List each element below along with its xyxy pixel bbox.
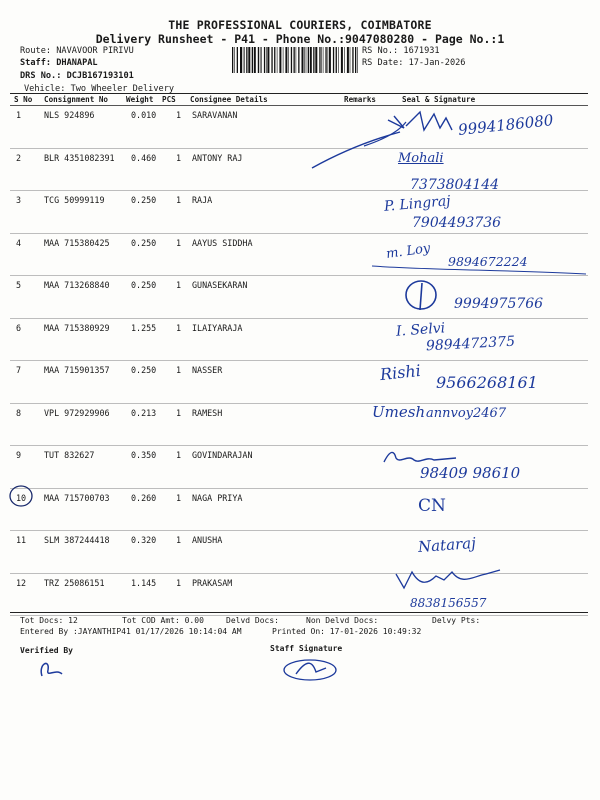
row-pcs: 1 [176,237,182,248]
row-weight: 0.350 [131,450,157,460]
row-consignment-no: MAA 715380425 [44,237,110,248]
row-consignee: GUNASEKARAN [192,280,248,290]
row-weight: 0.250 [131,237,157,248]
row-consignment-no: MAA 713268840 [44,280,110,290]
col-consignment: Consignment No [44,95,109,104]
row-sno: 5 [16,280,22,290]
row3-phone-handwriting: 7904493736 [412,215,502,231]
row-consignment-no: BLR 4351082391 [44,152,115,163]
table-row [0,149,600,192]
staff-signature-mark [282,656,342,684]
row-pcs: 1 [176,535,182,545]
row-weight: 1.255 [131,322,157,333]
row-consignment-no: MAA 715380929 [44,322,110,333]
row-consignment-no: MAA 715901357 [44,365,110,375]
row-sno: 2 [16,152,22,163]
table-row [0,531,600,574]
row-weight: 1.145 [131,577,157,588]
row-pcs: 1 [176,577,182,588]
row10-name-handwriting: CN [418,496,446,516]
verified-by-signature [36,656,66,680]
row-consignee: ANUSHA [192,535,223,545]
row-consignment-no: VPL 972929906 [44,407,110,418]
row6-name-handwriting: I. Selvi [395,320,446,340]
row-consignee: NAGA PRIYA [192,492,243,503]
row8-name-handwriting: Umesh [372,403,426,421]
barcode [232,47,358,73]
row-sno: 12 [16,577,27,588]
col-pcs: PCS [162,95,176,104]
col-consignee: Consignee Details [190,95,268,104]
row10-circle-mark [8,484,34,510]
col-sno: S No [14,95,33,104]
row2-phone-handwriting: 7373804144 [410,177,500,193]
row4-underline [370,262,590,278]
row7-name-handwriting: Rishi [379,360,422,385]
row-weight: 0.250 [131,195,157,205]
row8-scribble-handwriting: annvoy2467 [426,406,507,421]
delivered-docs: Delvd Docs: [226,616,279,625]
row-sno: 10 [16,492,27,503]
row-weight: 0.460 [131,152,157,163]
entered-by: Entered By :JAYANTHIP41 01/17/2026 10:14:04 AM [20,627,242,636]
printed-on: Printed On: 17-01-2026 10:49:32 [272,627,422,636]
row4-name-handwriting: m. Loy [385,240,432,263]
header-divider [10,93,588,94]
row-sno: 4 [16,237,22,248]
row-consignee: PRAKASAM [192,577,233,588]
row-consignee: RAJA [192,195,213,205]
row1-phone-handwriting: 9994186080 [457,111,555,139]
row-consignment-no: MAA 715700703 [44,492,110,503]
row-weight: 0.250 [131,365,157,375]
row-sno: 7 [16,365,22,375]
row-weight: 0.250 [131,280,157,290]
verified-by-label: Verified By [20,646,73,655]
row-pcs: 1 [176,280,182,290]
row-pcs: 1 [176,110,182,120]
table-row [0,404,600,447]
row-weight: 0.010 [131,110,157,120]
runsheet-subtitle: Delivery Runsheet - P41 - Phone No.:9047080280 - Page No.:1 [95,32,505,46]
row2-name-handwriting: Mohali [398,151,444,166]
row-sno: 1 [16,110,22,120]
row-sno: 11 [16,535,27,545]
row-consignee: AAYUS SIDDHA [192,237,253,248]
footer-divider [10,612,588,613]
row3-name-handwriting: P. Lingraj [383,193,452,215]
row-consignee: GOVINDARAJAN [192,450,253,460]
row-pcs: 1 [176,407,182,418]
row6-phone-handwriting: 9894472375 [425,333,516,355]
table-row [0,191,600,234]
delivery-points: Delvy Pts: [432,616,481,625]
row-consignee: RAMESH [192,407,223,418]
row-pcs: 1 [176,492,182,503]
row-consignment-no: NLS 924896 [44,110,95,120]
row-consignment-no: TCG 50999119 [44,195,105,205]
route-label: Route: NAVAVOOR PIRIVU [20,46,134,56]
row-weight: 0.260 [131,492,157,503]
row-sno: 6 [16,322,22,333]
row-sno: 9 [16,450,22,460]
row11-name-handwriting: Nataraj [417,534,477,556]
table-row [0,489,600,532]
total-cod-amount: Tot COD Amt: 0.00 [122,616,204,625]
row-sno: 8 [16,407,22,418]
vehicle-label: Vehicle: Two Wheeler Delivery [24,84,175,94]
row-consignee: ILAIYARAJA [192,322,243,333]
row-divider [10,615,588,616]
row-pcs: 1 [176,152,182,163]
row-pcs: 1 [176,322,182,333]
row-weight: 0.320 [131,535,157,545]
row12-signature [394,566,504,592]
row-consignee: ANTONY RAJ [192,152,243,163]
col-weight: Weight [126,95,154,104]
drs-number: DRS No.: DCJB167193101 [20,71,134,81]
row-consignment-no: TUT 832627 [44,450,95,460]
row9-phone-handwriting: 98409 98610 [420,464,521,482]
row-consignee: NASSER [192,365,223,375]
staff-label: Staff: DHANAPAL [20,58,98,68]
row-pcs: 1 [176,195,182,205]
rs-date: RS Date: 17-Jan-2026 [362,58,466,68]
non-delivered-docs: Non Delvd Docs: [306,616,379,625]
row5-phone-handwriting: 9994975766 [454,296,544,312]
row-consignment-no: SLM 387244418 [44,535,110,545]
row12-phone-handwriting: 8838156557 [410,596,487,610]
table-row [0,574,600,617]
row-sno: 3 [16,195,22,205]
staff-signature-label: Staff Signature [270,644,343,653]
company-title: THE PROFESSIONAL COURIERS, COIMBATORE [168,18,432,32]
row-consignment-no: TRZ 25086151 [44,577,105,588]
row-weight: 0.213 [131,407,157,418]
row-pcs: 1 [176,450,182,460]
row-pcs: 1 [176,365,182,375]
row-consignee: SARAVANAN [192,110,238,120]
rs-number: RS No.: 1671931 [362,46,440,56]
row5-signature-loop [402,278,442,314]
total-docs: Tot Docs: 12 [20,616,78,625]
row4-phone-handwriting: 9894672224 [448,254,528,269]
col-seal-signature: Seal & Signature [402,95,476,104]
row7-phone-handwriting: 9566268161 [436,373,538,392]
col-remarks: Remarks [344,95,377,104]
